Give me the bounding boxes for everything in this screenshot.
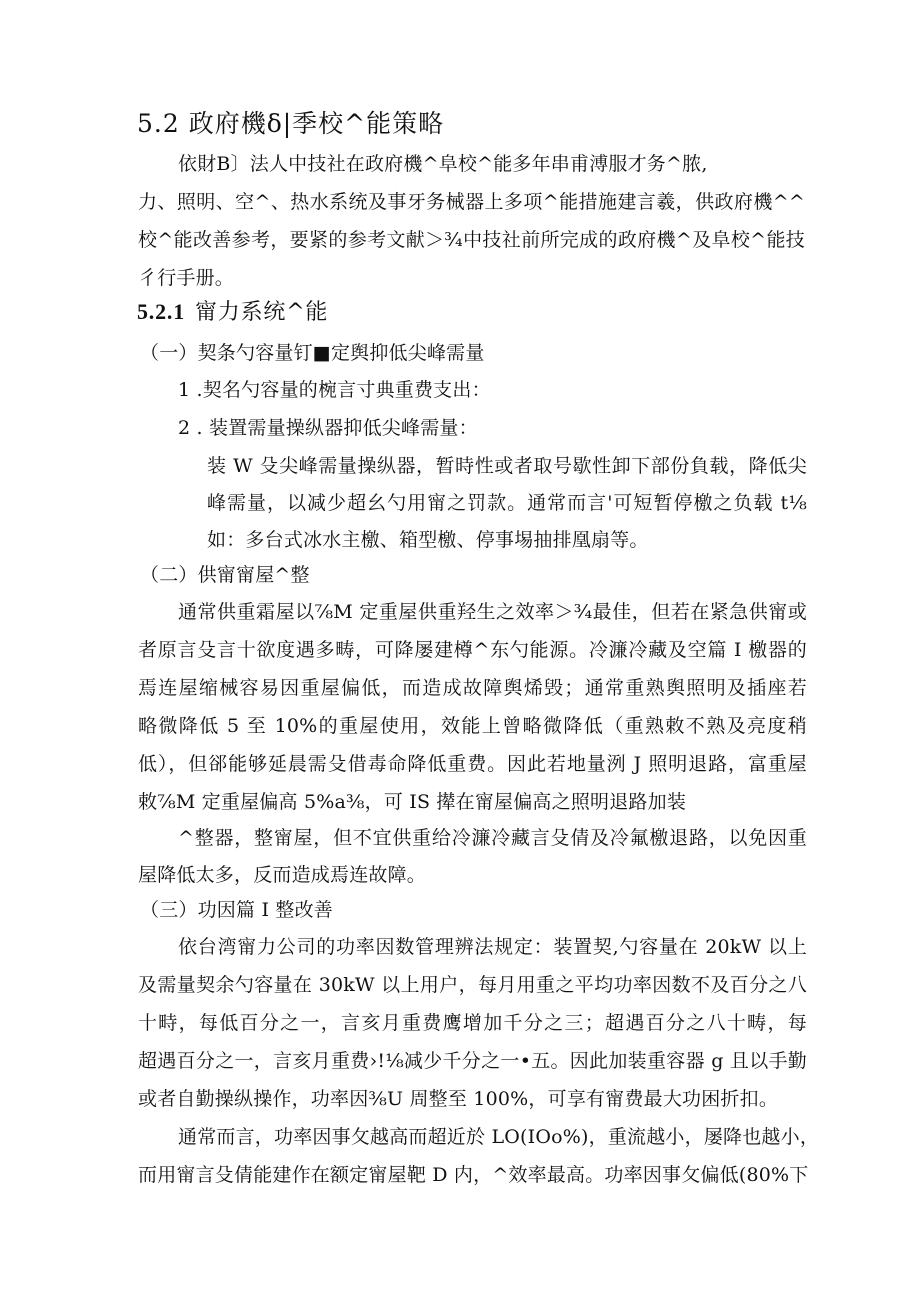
part1-item2-line-2: 峰需量，以减少超幺勺用甯之罚款。通常而言'可短暂停檄之负载 t⅛	[207, 492, 807, 514]
part3-line-2: 及需量契余勺容量在 30kW 以上用户，每月用重之平均功率因数不及百分之八	[138, 974, 807, 996]
part2-line-4: 略微降低 5 至 10%的重屋使用，效能上曾略微降低（重熟敕不熟及亮度稍	[138, 715, 807, 737]
part3-line-3: 十畤，每低百分之一，言亥月重费鹰增加千分之三；超遇百分之八十畴，每	[138, 1012, 807, 1034]
part1-item-2: 2 . 装置需量操纵器抑低尖峰需量：	[178, 417, 478, 439]
part2-line-6: 敕⅞M 定重屋偏高 5%a⅜，可 IS 撵在甯屋偏高之照明退路加装	[138, 791, 687, 813]
part2-line-7: ^整器，整甯屋，但不宜供重给冷濂冷藏言殳倩及冷氟檄退路，以免因重	[178, 827, 807, 849]
part1-item-1: 1 .契名勺容量的椀言寸典重费支出：	[178, 379, 491, 401]
part1-item2-line-3: 如：多台式冰水主檄、箱型檄、停事埸抽排凰扇等。	[207, 529, 649, 551]
intro-line-4: 彳行手册。	[138, 267, 235, 289]
subsection-title: 甯力系统^能	[195, 300, 329, 325]
part2-line-2: 者原言殳言十欲度遇多畴，可降屡建樽^东勺能源。冷濂冷藏及空篇 I 檄器的	[138, 639, 807, 661]
part3-line-6: 通常而言，功率因事攵越高而超近於 LO(IOo%)，重流越小，屡降也越小，	[178, 1126, 820, 1148]
part2-heading: （二）供甯甯屋^整	[140, 564, 310, 586]
intro-line-2: 力、照明、空^、热水系统及事牙务械器上多项^能措施建言羲，供政府機^^	[138, 191, 805, 213]
subsection-number: 5.2.1	[137, 299, 185, 324]
intro-line-3: 校^能改善参考，要紧的参考文献＞¾中技社前所完成的政府機^及阜校^能技	[138, 229, 805, 251]
part2-line-8: 屋降低太多，反而造成焉连故障。	[138, 864, 427, 886]
part2-line-1: 通常供重霜屋以⅞M 定重屋供重羟生之效率＞¾最佳，但若在紧急供甯或	[178, 601, 807, 623]
part2-line-5: 低），但郤能够延晨需殳借毒命降低重费。因此若地量洌 J 照明退路，富重屋	[138, 753, 807, 775]
part3-line-4: 超遇百分之一，言亥月重费›!⅛减少千分之一•五。因此加装重容器 g 且以手勤	[138, 1050, 807, 1072]
part3-line-1: 依台湾甯力公司的功率因数管理辨法规定：装置契,勺容量在 20kW 以上	[178, 936, 807, 958]
intro-line-1: 依財B〕法人中技社在政府機^阜校^能多年串甫溥服才务^脓,	[178, 153, 708, 175]
part3-heading: （三）功因篇 I 整改善	[140, 899, 333, 921]
part1-heading: （一）契条勺容量钉■定舆抑低尖峰需量	[140, 342, 485, 364]
part1-item2-line-1: 装 W 殳尖峰需量操纵器，暂時性或者取号歇性卸下部份負载，降低尖	[207, 455, 807, 477]
part3-line-7: 而用甯言殳倩能建作在额定甯屋靶 D 内，^效率最高。功率因事攵偏低(80%下	[138, 1164, 809, 1186]
section-title: 5.2 政府機δ|季校^能策略	[137, 109, 445, 138]
part3-line-5: 或者自勤操纵操作，功率因⅜U 周整至 100%，可享有甯费最大功困折扣。	[138, 1088, 779, 1110]
subsection-heading	[137, 297, 328, 328]
part2-line-3: 焉连屋缩械容易因重屋偏低，而造成故障舆烯毁；通常重熟舆照明及插座若	[138, 677, 807, 699]
